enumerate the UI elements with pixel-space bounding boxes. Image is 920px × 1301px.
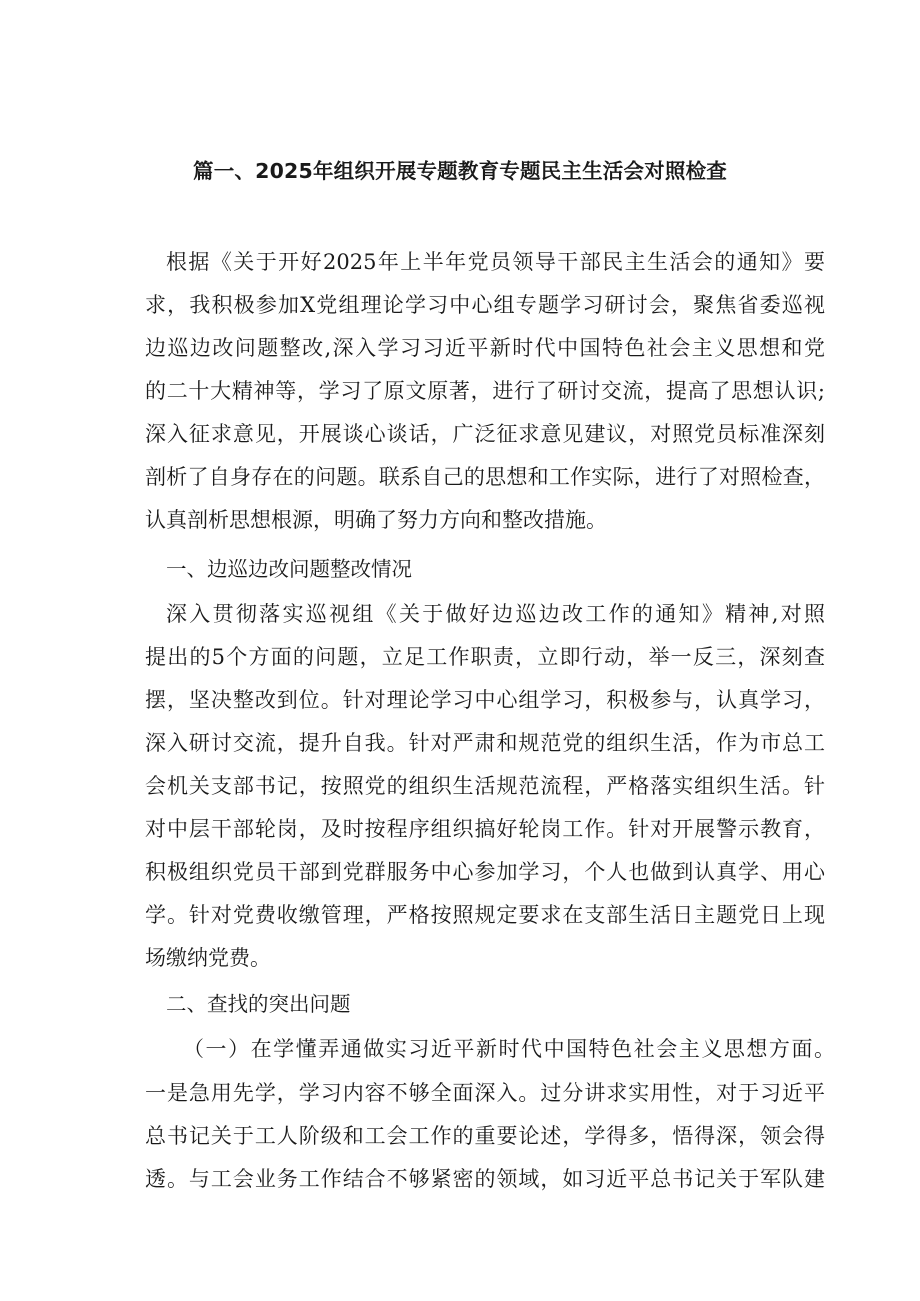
paragraph-1-line-3: 边巡边改问题整改,深入学习习近平新时代中国特色社会主义思想和党 (145, 336, 825, 360)
paragraph-2-line-9: 场缴纳党费。 (145, 946, 271, 970)
paragraph-3-line-1: （一）在学懂弄通做实习近平新时代中国特色社会主义思想方面。 (183, 1037, 835, 1061)
paragraph-1-line-1: 根据《关于开好2025年上半年党员领导干部民主生活会的通知》要 (166, 250, 825, 274)
paragraph-1-line-2: 求，我积极参加X党组理论学习中心组专题学习研讨会，聚焦省委巡视 (145, 293, 825, 317)
paragraph-1-line-6: 剖析了自身存在的问题。联系自己的思想和工作实际，进行了对照检查， (145, 465, 825, 489)
paragraph-3-line-3: 总书记关于工人阶级和工会工作的重要论述，学得多，悟得深，领会得 (145, 1124, 825, 1148)
paragraph-2-line-6: 对中层干部轮岗，及时按程序组织搞好轮岗工作。针对开展警示教育， (145, 817, 825, 841)
paragraph-1-line-7: 认真剖析思想根源，明确了努力方向和整改措施。 (145, 508, 607, 532)
paragraph-2-line-4: 深入研讨交流，提升自我。针对严肃和规范党的组织生活，作为市总工 (145, 731, 825, 755)
paragraph-2-line-8: 学。针对党费收缴管理，严格按照规定要求在支部生活日主题党日上现 (145, 903, 825, 927)
paragraph-2-line-3: 摆，坚决整改到位。针对理论学习中心组学习，积极参与，认真学习， (145, 688, 825, 712)
paragraph-1-line-4: 的二十大精神等，学习了原文原著，进行了研讨交流，提高了思想认识; (145, 379, 825, 403)
paragraph-3-line-4: 透。与工会业务工作结合不够紧密的领域，如习近平总书记关于军队建 (145, 1167, 825, 1191)
section-heading-2: 二、查找的突出问题 (166, 992, 351, 1016)
paragraph-2-line-2: 提出的5个方面的问题，立足工作职责，立即行动，举一反三，深刻查 (145, 645, 825, 669)
paragraph-2-line-7: 积极组织党员干部到党群服务中心参加学习，个人也做到认真学、用心 (145, 860, 825, 884)
paragraph-2-line-5: 会机关支部书记，按照党的组织生活规范流程，严格落实组织生活。针 (145, 774, 825, 798)
section-heading-1: 一、边巡边改问题整改情况 (166, 557, 412, 581)
paragraph-3-line-2: 一是急用先学，学习内容不够全面深入。过分讲求实用性，对于习近平 (145, 1081, 825, 1105)
document-title: 篇一、2025年组织开展专题教育专题民主生活会对照检查 (193, 159, 727, 183)
paragraph-2-line-1: 深入贯彻落实巡视组《关于做好边巡边改工作的通知》精神,对照 (166, 602, 825, 626)
paragraph-1-line-5: 深入征求意见，开展谈心谈话，广泛征求意见建议，对照党员标准深刻 (145, 422, 825, 446)
